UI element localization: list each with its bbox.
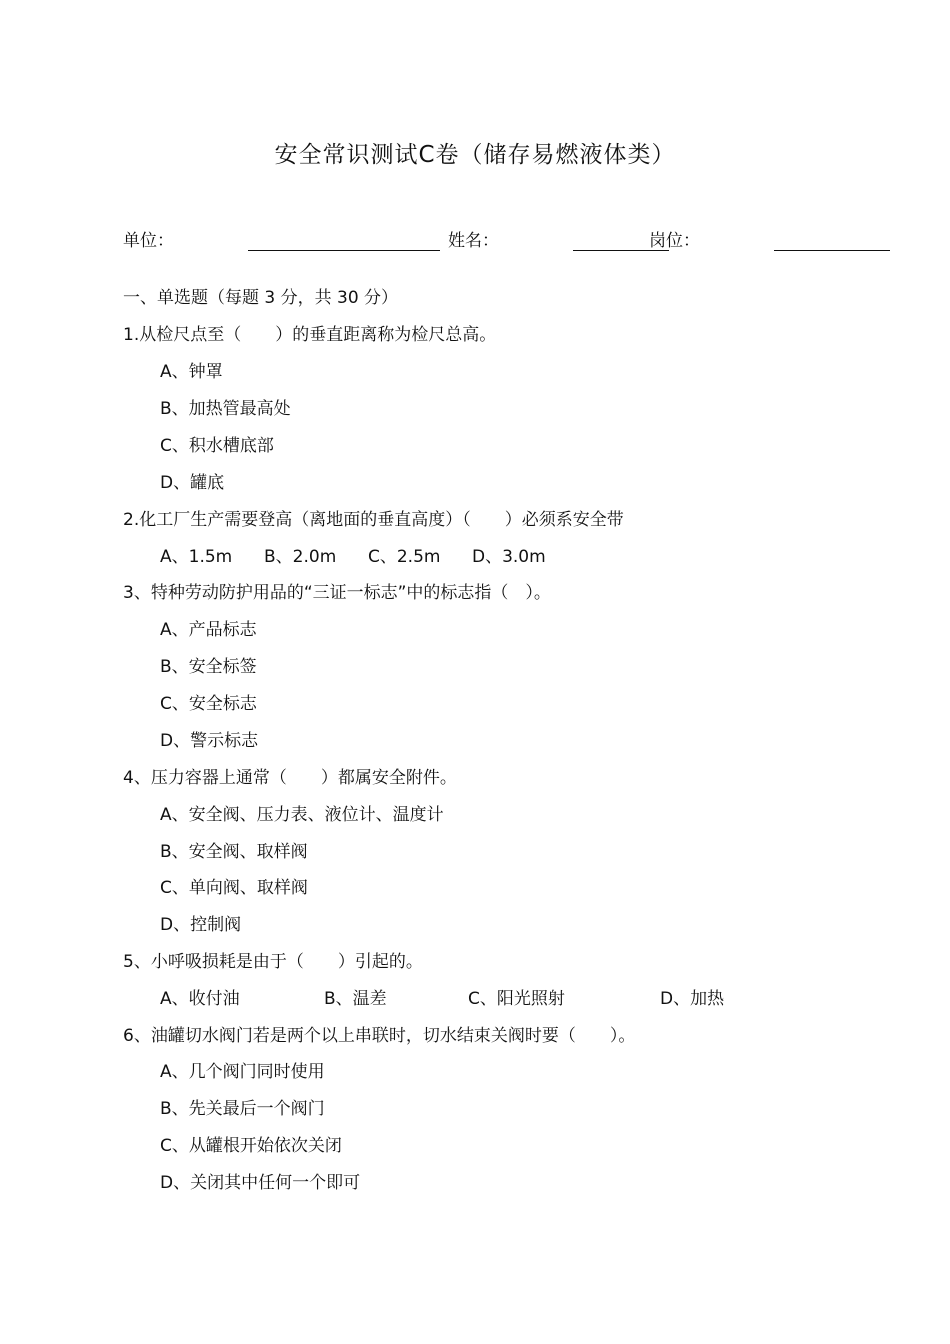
post-field xyxy=(649,226,700,251)
q1-option-a: A、钟罩 xyxy=(160,362,223,382)
question-4: 4、压力容器上通常（ ）都属安全附件。 xyxy=(123,768,457,788)
q1-option-c: C、积水槽底部 xyxy=(160,436,274,456)
q4-option-b: B、安全阀、取样阀 xyxy=(160,842,308,862)
q4-option-c: C、单向阀、取样阀 xyxy=(160,878,308,898)
q5-option-c: C、阳光照射 xyxy=(468,989,565,1009)
q6-option-b: B、先关最后一个阀门 xyxy=(160,1099,325,1119)
page-title: 安全常识测试C卷（储存易燃液体类） xyxy=(274,142,676,168)
name-field xyxy=(448,226,499,251)
q6-option-d: D、关闭其中任何一个即可 xyxy=(160,1173,361,1193)
unit-field xyxy=(123,226,174,251)
q2-option-c: C、2.5m xyxy=(368,547,441,567)
q2-options-row xyxy=(160,546,660,568)
q6-option-a: A、几个阀门同时使用 xyxy=(160,1062,325,1082)
question-3: 3、特种劳动防护用品的“三证一标志”中的标志指（ ）。 xyxy=(123,583,551,603)
q3-option-d: D、警示标志 xyxy=(160,731,259,751)
name-label: 姓名： xyxy=(448,231,499,251)
post-label: 岗位： xyxy=(649,231,700,251)
q5-options-row xyxy=(160,988,780,1010)
q5-option-b: B、温差 xyxy=(324,989,387,1009)
unit-blank[interactable] xyxy=(248,230,440,251)
q3-option-b: B、安全标签 xyxy=(160,657,257,677)
unit-label: 单位： xyxy=(123,231,174,251)
q2-option-d: D、3.0m xyxy=(472,547,546,567)
q3-option-a: A、产品标志 xyxy=(160,620,257,640)
q4-option-d: D、控制阀 xyxy=(160,915,242,935)
question-2: 2.化工厂生产需要登高（离地面的垂直高度）（ ）必须系安全带 xyxy=(123,510,624,530)
q5-option-d: D、加热 xyxy=(660,989,725,1009)
q5-option-a: A、收付油 xyxy=(160,989,240,1009)
q1-option-d: D、罐底 xyxy=(160,473,225,493)
q3-option-c: C、安全标志 xyxy=(160,694,257,714)
q1-option-b: B、加热管最高处 xyxy=(160,399,291,419)
question-1: 1.从检尺点至（ ）的垂直距离称为检尺总高。 xyxy=(123,325,497,345)
question-6: 6、油罐切水阀门若是两个以上串联时，切水结束关阀时要（ ）。 xyxy=(123,1026,636,1046)
q4-option-a: A、安全阀、压力表、液位计、温度计 xyxy=(160,805,444,825)
section-heading: 一、单选题（每题 3 分，共 30 分） xyxy=(123,288,399,308)
question-5: 5、小呼吸损耗是由于（ ）引起的。 xyxy=(123,952,423,972)
post-blank[interactable] xyxy=(774,230,890,251)
q6-option-c: C、从罐根开始依次关闭 xyxy=(160,1136,342,1156)
q2-option-b: B、2.0m xyxy=(264,547,337,567)
q2-option-a: A、1.5m xyxy=(160,547,233,567)
